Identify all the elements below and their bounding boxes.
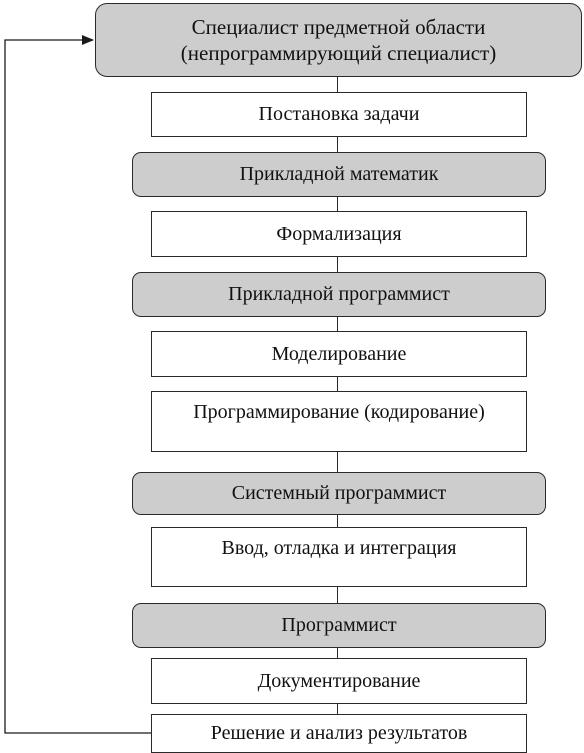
connector-line	[337, 317, 338, 331]
connector-line	[337, 257, 338, 272]
role-label: Прикладной программист	[228, 283, 450, 305]
connector-line	[337, 515, 338, 527]
role-label: Системный программист	[231, 482, 447, 504]
role-domain-specialist-line1: Специалист предметной области	[191, 14, 486, 39]
connector-line	[337, 452, 338, 472]
stage-label: Ввод, отладка и интеграция	[221, 537, 457, 559]
stage-problem-statement	[151, 92, 527, 137]
connector-line	[337, 137, 338, 152]
stage-label: Формализация	[276, 222, 402, 245]
stage-solution-analysis	[151, 714, 527, 753]
role-applied-mathematician	[132, 152, 546, 197]
connector-line	[337, 648, 338, 658]
stage-documentation	[151, 658, 527, 704]
stage-modeling	[151, 331, 527, 377]
stage-label: Программирование (кодирование)	[193, 401, 485, 423]
role-label: Прикладной математик	[239, 163, 439, 185]
stage-integration	[151, 527, 527, 587]
connector-line	[337, 587, 338, 603]
role-label: Программист	[281, 614, 397, 636]
role-applied-programmer	[132, 272, 546, 317]
connector-line	[337, 77, 338, 92]
role-domain-specialist-line2: (непрограммирующий специалист)	[180, 41, 497, 65]
stage-label: Документирование	[257, 669, 421, 692]
stage-label: Решение и анализ результатов	[210, 722, 468, 744]
connector-line	[337, 704, 338, 714]
stage-label: Моделирование	[271, 342, 407, 365]
stage-label: Постановка задачи	[258, 103, 420, 125]
connector-line	[337, 377, 338, 391]
role-system-programmer	[132, 472, 546, 515]
stage-coding	[151, 391, 527, 452]
connector-line	[337, 197, 338, 211]
role-programmer	[132, 603, 546, 648]
stage-formalization	[151, 211, 527, 257]
role-domain-specialist	[95, 3, 582, 77]
